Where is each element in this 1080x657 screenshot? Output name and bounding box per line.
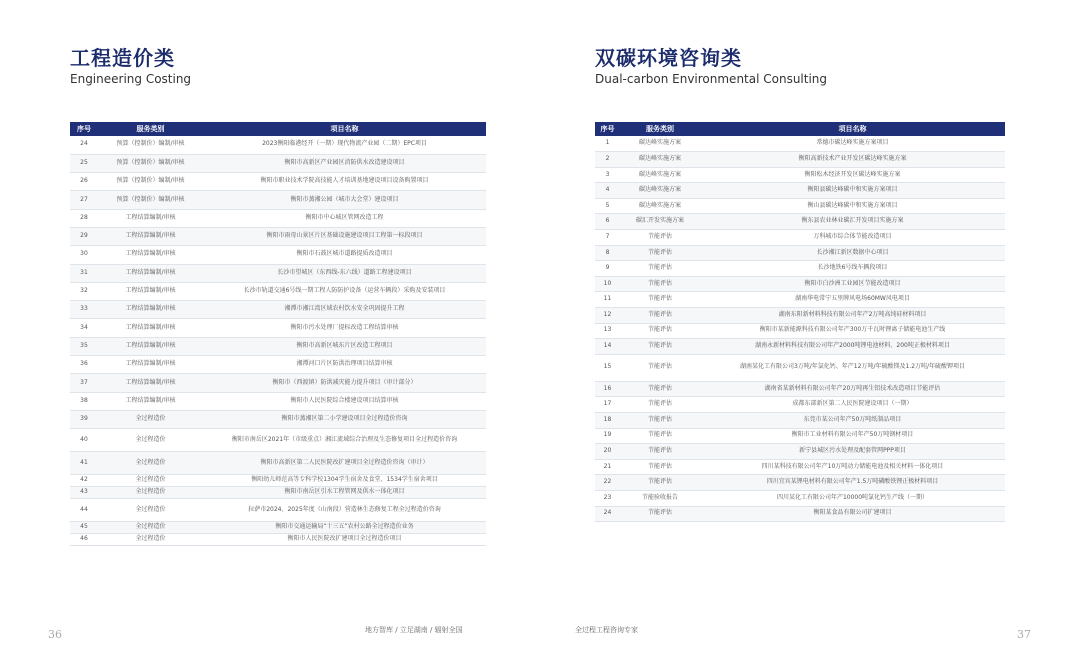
cell-index: 18 xyxy=(595,413,620,429)
cell-service-type: 节能评估 xyxy=(620,245,700,261)
cell-index: 16 xyxy=(595,381,620,397)
cell-index: 19 xyxy=(595,428,620,444)
cell-index: 17 xyxy=(595,397,620,413)
cell-project-name: 衡阳高新技术产业开发区碳达峰实施方案 xyxy=(700,152,1005,168)
cell-index: 23 xyxy=(595,490,620,506)
cell-service-type: 工程结算编制/审核 xyxy=(98,301,203,319)
cell-index: 40 xyxy=(70,429,98,452)
cell-index: 30 xyxy=(70,246,98,264)
cell-index: 32 xyxy=(70,282,98,300)
cell-service-type: 全过程造价 xyxy=(98,410,203,428)
cell-index: 9 xyxy=(595,261,620,277)
cell-project-name: 衡阳市雨母山景区片区基础设施建设项目工程第一标段项目 xyxy=(203,227,486,245)
table-row xyxy=(595,214,1005,230)
cell-service-type: 预算（控制价）编制/审核 xyxy=(98,173,203,191)
cell-index: 34 xyxy=(70,319,98,337)
header-index: 序号 xyxy=(595,122,620,136)
cell-project-name: 衡阳市交通运输局“十三五”农村公路全过程造价业务 xyxy=(203,522,486,534)
cell-index: 15 xyxy=(595,354,620,381)
cell-index: 41 xyxy=(70,452,98,475)
section-subtitle: Dual-carbon Environmental Consulting xyxy=(595,72,828,86)
cell-index: 24 xyxy=(595,506,620,522)
cell-project-name: 衡阳县碳达峰碳中和实施方案项目 xyxy=(700,183,1005,199)
cell-index: 44 xyxy=(70,499,98,522)
cell-service-type: 节能评估 xyxy=(620,413,700,429)
cell-service-type: 工程结算编制/审核 xyxy=(98,209,203,227)
table-row xyxy=(595,276,1005,292)
cell-project-name: 湖南某化工有限公司3万吨/年氯化钙、年产12万吨/年硫酸镁及1.2万吨/年硫酸钾项目 xyxy=(700,354,1005,381)
cell-project-name: 衡阳市南岳区引水工程管网及供水一体化项目 xyxy=(203,487,486,499)
cell-project-name: 衡阳市蒸湘公园（城市大会堂）建设项目 xyxy=(203,191,486,209)
section-title: 工程造价类 xyxy=(70,46,175,70)
cell-project-name: 衡阳市蒸湘区第二小学建设项目全过程造价咨询 xyxy=(203,410,486,428)
cell-index: 46 xyxy=(70,534,98,546)
cell-index: 14 xyxy=(595,339,620,355)
table-row xyxy=(595,261,1005,277)
table-row xyxy=(595,292,1005,308)
cell-service-type: 工程结算编制/审核 xyxy=(98,392,203,410)
cell-index: 20 xyxy=(595,444,620,460)
cell-service-type: 节能评估 xyxy=(620,506,700,522)
cell-project-name: 衡阳市南岳区2021年（市级重点）湘江流域综合治理及生态修复项目全过程造价咨询 xyxy=(203,429,486,452)
cell-index: 45 xyxy=(70,522,98,534)
table-row xyxy=(595,339,1005,355)
cell-project-name: 湖南华电常宁五里牌风电场60MW风电项目 xyxy=(700,292,1005,308)
section-subtitle: Engineering Costing xyxy=(70,72,192,86)
cell-index: 35 xyxy=(70,337,98,355)
cell-service-type: 工程结算编制/审核 xyxy=(98,227,203,245)
cell-service-type: 节能评估 xyxy=(620,276,700,292)
cell-index: 29 xyxy=(70,227,98,245)
table-body xyxy=(595,136,1005,522)
table-row xyxy=(595,308,1005,324)
cell-service-type: 碳达峰实施方案 xyxy=(620,136,700,152)
cell-service-type: 节能评估 xyxy=(620,261,700,277)
cell-service-type: 预算（控制价）编制/审核 xyxy=(98,154,203,172)
cell-project-name: 湘潭河口片区防洪治理项目结算审核 xyxy=(203,356,486,374)
table-row xyxy=(595,183,1005,199)
table-row xyxy=(70,209,486,227)
cell-index: 11 xyxy=(595,292,620,308)
cell-index: 6 xyxy=(595,214,620,230)
table-row xyxy=(595,245,1005,261)
cell-project-name: 衡阳市某新能源科技有限公司年产300万千瓦时锂离子储能电池生产线 xyxy=(700,323,1005,339)
header-service-type: 服务类别 xyxy=(620,122,700,136)
cell-service-type: 碳达峰实施方案 xyxy=(620,198,700,214)
cell-index: 12 xyxy=(595,308,620,324)
cell-index: 39 xyxy=(70,410,98,428)
table-row xyxy=(595,397,1005,413)
table-row xyxy=(70,429,486,452)
cell-service-type: 节能验收报告 xyxy=(620,490,700,506)
cell-service-type: 节能评估 xyxy=(620,339,700,355)
cell-index: 2 xyxy=(595,152,620,168)
cell-project-name: 成都东部新区第二人民医院建设项目（一期） xyxy=(700,397,1005,413)
cell-service-type: 节能评估 xyxy=(620,381,700,397)
cell-index: 25 xyxy=(70,154,98,172)
cell-service-type: 工程结算编制/审核 xyxy=(98,282,203,300)
table-body xyxy=(70,136,486,546)
table-row xyxy=(595,413,1005,429)
cell-index: 21 xyxy=(595,459,620,475)
cell-project-name: 衡阳市石鼓区城市道路提质改造项目 xyxy=(203,246,486,264)
table-row xyxy=(70,392,486,410)
cell-service-type: 碳达峰实施方案 xyxy=(620,152,700,168)
cell-service-type: 全过程造价 xyxy=(98,475,203,487)
cell-index: 7 xyxy=(595,230,620,246)
cell-service-type: 工程结算编制/审核 xyxy=(98,246,203,264)
table-row xyxy=(595,167,1005,183)
cell-index: 38 xyxy=(70,392,98,410)
table-row xyxy=(70,282,486,300)
cell-index: 10 xyxy=(595,276,620,292)
cell-index: 33 xyxy=(70,301,98,319)
cell-index: 4 xyxy=(595,183,620,199)
cell-index: 27 xyxy=(70,191,98,209)
table-row xyxy=(70,264,486,282)
cell-project-name: 四川某化工有限公司年产10000吨氯化钙生产线（一期） xyxy=(700,490,1005,506)
cell-service-type: 预算（控制价）编制/审核 xyxy=(98,191,203,209)
cell-project-name: 湘潭市湘江湾区域农村饮水安全巩固提升工程 xyxy=(203,301,486,319)
table-row xyxy=(595,230,1005,246)
table-row xyxy=(70,173,486,191)
cell-project-name: 长沙市轨道交通6号线一期工程人防防护设备（运营车辆段）采购及安装项目 xyxy=(203,282,486,300)
table-row xyxy=(70,191,486,209)
table-row xyxy=(70,452,486,475)
page-number: 36 xyxy=(48,628,62,641)
cell-project-name: 湖南省某新材料有限公司年产20万吨再生铝技术改造项目节能评估 xyxy=(700,381,1005,397)
cell-service-type: 全过程造价 xyxy=(98,522,203,534)
table-row xyxy=(595,506,1005,522)
cell-service-type: 工程结算编制/审核 xyxy=(98,374,203,392)
cell-service-type: 碳达峰实施方案 xyxy=(620,167,700,183)
cell-index: 1 xyxy=(595,136,620,152)
cell-index: 37 xyxy=(70,374,98,392)
table-row xyxy=(70,475,486,487)
cell-index: 26 xyxy=(70,173,98,191)
cell-service-type: 节能评估 xyxy=(620,475,700,491)
cell-project-name: 衡东县农业林业碳汇开发项目实施方案 xyxy=(700,214,1005,230)
cell-index: 3 xyxy=(595,167,620,183)
table-header-row xyxy=(70,122,486,136)
table-header-row xyxy=(595,122,1005,136)
cell-project-name: 衡阳市高新区第二人民医院改扩建项目全过程造价咨询（审计） xyxy=(203,452,486,475)
cell-index: 42 xyxy=(70,475,98,487)
table-row xyxy=(70,410,486,428)
dual-carbon-table xyxy=(595,122,1005,522)
table-row xyxy=(70,301,486,319)
header-project-name: 项目名称 xyxy=(203,122,486,136)
cell-index: 22 xyxy=(595,475,620,491)
cell-service-type: 节能评估 xyxy=(620,397,700,413)
table-row xyxy=(595,136,1005,152)
cell-index: 28 xyxy=(70,209,98,227)
table-row xyxy=(70,154,486,172)
cell-index: 24 xyxy=(70,136,98,154)
table-row xyxy=(595,323,1005,339)
cell-project-name: 长沙湘江新区数据中心项目 xyxy=(700,245,1005,261)
cell-project-name: 长沙市望城区（东西线-东六线）道路工程建设项目 xyxy=(203,264,486,282)
table-row xyxy=(70,319,486,337)
cell-service-type: 全过程造价 xyxy=(98,499,203,522)
cell-project-name: 拉萨市2024、2025年度（山南段）营造林生态修复工程全过程造价咨询 xyxy=(203,499,486,522)
cell-project-name: 万科城市综合体节能改造项目 xyxy=(700,230,1005,246)
cell-project-name: 衡阳市高新区城东片区改造工程项目 xyxy=(203,337,486,355)
cell-project-name: 衡阳市白沙洲工业园区节能改造项目 xyxy=(700,276,1005,292)
cell-index: 43 xyxy=(70,487,98,499)
table-row xyxy=(595,444,1005,460)
table-row xyxy=(595,152,1005,168)
cell-project-name: 衡阳市高新区产业园区消防供水改造建设项目 xyxy=(203,154,486,172)
cell-project-name: 衡山县碳达峰碳中和实施方案项目 xyxy=(700,198,1005,214)
cell-service-type: 节能评估 xyxy=(620,230,700,246)
cell-service-type: 碳汇开发实施方案 xyxy=(620,214,700,230)
header-index: 序号 xyxy=(70,122,98,136)
cell-project-name: 新宁县城区污水处理及配套管网PPP项目 xyxy=(700,444,1005,460)
cell-project-name: 四川宜宾某锂电材料有限公司年产1.5万吨磷酸铁锂正极材料项目 xyxy=(700,475,1005,491)
cell-project-name: 衡阳市人民医院改扩建项目全过程造价项目 xyxy=(203,534,486,546)
cell-project-name: 衡阳市（西渡镇）防洪减灾能力提升项目（审计部分） xyxy=(203,374,486,392)
cell-service-type: 全过程造价 xyxy=(98,452,203,475)
cell-project-name: 长沙地铁6号线车辆段项目 xyxy=(700,261,1005,277)
cell-project-name: 衡阳幼儿师范高等专科学校1304学生宿舍及食堂、1534学生宿舍项目 xyxy=(203,475,486,487)
cell-service-type: 节能评估 xyxy=(620,292,700,308)
table-row xyxy=(595,198,1005,214)
table-row xyxy=(70,487,486,499)
table-row xyxy=(595,459,1005,475)
table-row xyxy=(595,381,1005,397)
cell-project-name: 东莞市某公司年产50万吨纸制品项目 xyxy=(700,413,1005,429)
cell-service-type: 节能评估 xyxy=(620,444,700,460)
cell-service-type: 全过程造价 xyxy=(98,487,203,499)
cell-project-name: 2023衡阳临港经开（一期）现代物流产业园（二期）EPC项目 xyxy=(203,136,486,154)
header-service-type: 服务类别 xyxy=(98,122,203,136)
table-row xyxy=(70,374,486,392)
right-page xyxy=(540,0,1080,657)
cell-project-name: 衡阳松木经济开发区碳达峰实施方案 xyxy=(700,167,1005,183)
cell-project-name: 衡阳市人民医院综合楼建设项目结算审核 xyxy=(203,392,486,410)
table-row xyxy=(595,490,1005,506)
cell-service-type: 碳达峰实施方案 xyxy=(620,183,700,199)
cell-service-type: 节能评估 xyxy=(620,428,700,444)
cell-project-name: 衡阳市污水处理厂提标改造工程结算审核 xyxy=(203,319,486,337)
cell-project-name: 湖南东阳新材料科技有限公司年产2万吨高纯硅材料项目 xyxy=(700,308,1005,324)
cell-project-name: 湖南永新材料科技有限公司年产2000吨锂电池材料、200吨正极材料项目 xyxy=(700,339,1005,355)
cell-index: 5 xyxy=(595,198,620,214)
section-title: 双碳环境咨询类 xyxy=(595,46,742,70)
cell-project-name: 衡阳市工业材料有限公司年产50万吨钢材项目 xyxy=(700,428,1005,444)
table-row xyxy=(70,136,486,154)
cell-index: 36 xyxy=(70,356,98,374)
engineering-costing-table xyxy=(70,122,486,546)
cell-service-type: 工程结算编制/审核 xyxy=(98,337,203,355)
cell-service-type: 节能评估 xyxy=(620,323,700,339)
table-row xyxy=(70,522,486,534)
cell-index: 8 xyxy=(595,245,620,261)
cell-service-type: 工程结算编制/审核 xyxy=(98,264,203,282)
table-row xyxy=(70,337,486,355)
table-row xyxy=(70,499,486,522)
cell-project-name: 四川某科技有限公司年产10万吨动力储能电池及相关材料一体化项目 xyxy=(700,459,1005,475)
header-project-name: 项目名称 xyxy=(700,122,1005,136)
table-row xyxy=(595,475,1005,491)
cell-service-type: 预算（控制价）编制/审核 xyxy=(98,136,203,154)
cell-project-name: 常德市碳达峰实施方案项目 xyxy=(700,136,1005,152)
cell-index: 13 xyxy=(595,323,620,339)
cell-index: 31 xyxy=(70,264,98,282)
cell-service-type: 全过程造价 xyxy=(98,534,203,546)
table-row xyxy=(70,534,486,546)
table-row xyxy=(70,356,486,374)
footer-tagline: 全过程工程咨询专家 xyxy=(575,626,638,634)
cell-service-type: 节能评估 xyxy=(620,308,700,324)
cell-service-type: 节能评估 xyxy=(620,459,700,475)
cell-project-name: 衡阳市职业技术学院高技能人才培训基地建设项目设备购置项目 xyxy=(203,173,486,191)
table-row xyxy=(595,354,1005,381)
table-row xyxy=(70,246,486,264)
footer-slogan: 地方智库 / 立足湖南 / 辐射全国 xyxy=(365,626,463,634)
cell-service-type: 工程结算编制/审核 xyxy=(98,356,203,374)
cell-service-type: 节能评估 xyxy=(620,354,700,381)
table-row xyxy=(70,227,486,245)
table-row xyxy=(595,428,1005,444)
cell-service-type: 全过程造价 xyxy=(98,429,203,452)
cell-project-name: 衡阳某食品有限公司扩建项目 xyxy=(700,506,1005,522)
page-number: 37 xyxy=(1017,628,1031,641)
cell-service-type: 工程结算编制/审核 xyxy=(98,319,203,337)
cell-project-name: 衡阳市中心城区管网改造工程 xyxy=(203,209,486,227)
